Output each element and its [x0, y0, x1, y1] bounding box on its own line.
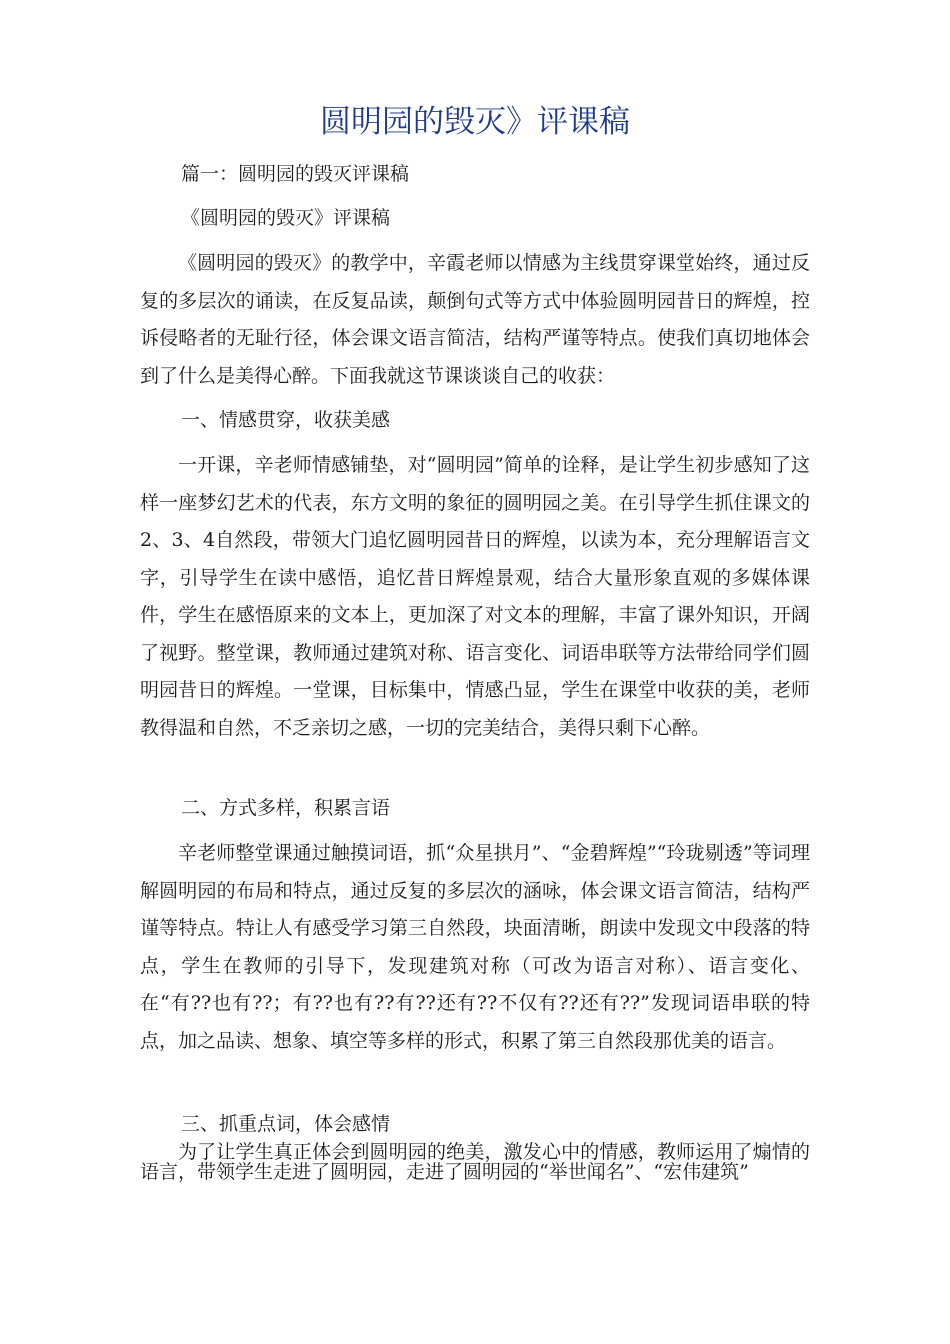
paragraph-keywords: 为了让学生真正体会到圆明园的绝美，激发心中的情感，教师运用了煽情的语言，带领学生走进了圆明园，走进了圆明园的“举世闻名”、“宏伟建筑”: [140, 1141, 810, 1183]
section-heading-emotion: 一、情感贯穿，收获美感: [181, 409, 391, 431]
paragraph-methods: 辛老师整堂课通过触摸词语，抓“众星拱月”、“金碧辉煌”“玲珑剔透”等词理解圆明园的布局和特点，通过反复的多层次的涵咏，体会课文语言简洁，结构严谨等特点。特让人有感受学习第三自然段，块面清晰，朗读中发现文中段落的特点，学生在教师的引导下，发现建筑对称（可改为语言对称）、语言变化、在“有??也有??；有??也有??有??还有??不仅有??还有??”发现词语串联的特点，加之品读、想象、填空等多样的形式，积累了第三自然段那优美的语言。: [140, 842, 810, 1052]
section-heading-2: 《圆明园的毁灭》评课稿: [181, 207, 391, 229]
document-title: 圆明园的毁灭》评课稿: [320, 104, 630, 140]
section-heading-keywords: 三、抓重点词，体会感情: [181, 1113, 391, 1135]
paragraph-intro: 《圆明园的毁灭》的教学中，辛霞老师以情感为主线贯穿课堂始终，通过反复的多层次的诵读，在反复品读，颠倒句式等方式中体验圆明园昔日的辉煌，控诉侵略者的无耻行径，体会课文语言简洁，结构严谨等特点。使我们真切地体会到了什么是美得心醉。下面我就这节课谈谈自己的收获：: [140, 252, 810, 387]
section-heading-1: 篇一：圆明园的毁灭评课稿: [181, 163, 410, 185]
paragraph-emotion: 一开课，辛老师情感铺垫，对“圆明园”简单的诠释，是让学生初步感知了这样一座梦幻艺术的代表，东方文明的象征的圆明园之美。在引导学生抓住课文的2、3、4自然段，带领大门追忆圆明园昔日的辉煌，以读为本，充分理解语言文字，引导学生在读中感悟，追忆昔日辉煌景观，结合大量形象直观的多媒体课件，学生在感悟原来的文本上，更加深了对文本的理解，丰富了课外知识，开阔了视野。整堂课，教师通过建筑对称、语言变化、词语串联等方法带给同学们圆明园昔日的辉煌。一堂课，目标集中，情感凸显，学生在课堂中收获的美，老师教得温和自然，不乏亲切之感，一切的完美结合，美得只剩下心醉。: [140, 454, 810, 739]
section-heading-methods: 二、方式多样，积累言语: [181, 797, 391, 819]
